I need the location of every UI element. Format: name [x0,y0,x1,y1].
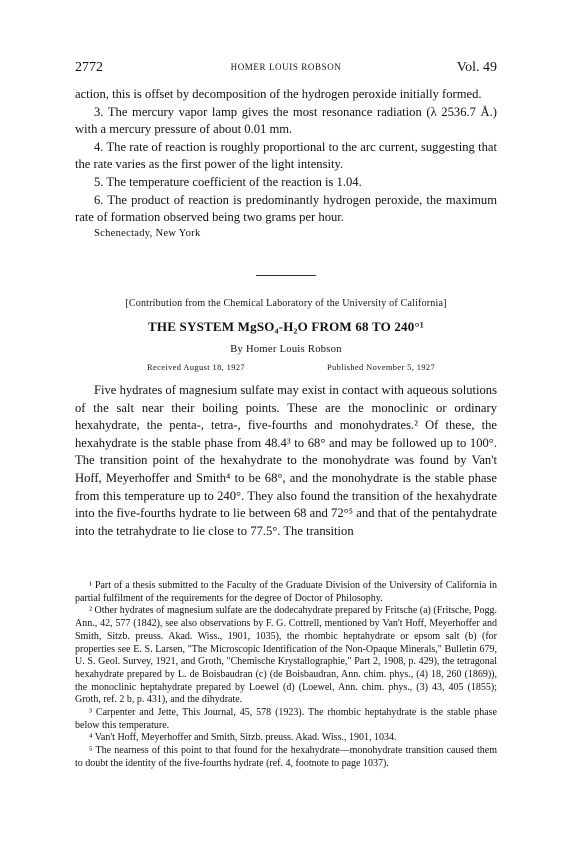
article-byline: By Homer Louis Robson [230,344,342,355]
footnotes [75,580,497,771]
conclusion-item: 4. The rate of reaction is roughly proportional to the arc current, suggesting that the rate varies as the first power of the light intensity. [75,139,497,172]
previous-article-conclusion [75,86,497,241]
footnote: ³ Carpenter and Jette, This Journal, 45, 578 (1923). The rhombic heptahydrate is the stable phase below this temperature. [75,707,497,731]
section-divider [256,275,316,276]
author-location: Schenectady, New York [94,227,201,239]
body-paragraph: Five hydrates of magnesium sulfate may exist in contact with aqueous solutions of the salt near their boiling points. These are the monoclinic or ordinary hexahydrate, the penta-, tetra-, five-fourths and monohydrates.² Of these, the hexahydrate is the stable phase from 48.4³ to 68° and may be followed up to 100°. The transition point of the hexahydrate to the monohydrate was found by Van't Hoff, Meyerhoffer and Smith⁴ to be 68°, and the monohydrate is the stable phase from this temperature up to 240°. They also found the transition of the hexahydrate into the five-fourths hydrate to lie between 68 and 72°⁵ and that of the pentahydrate into the tetrahydrate to lie close to 77.5°. The transition [75,383,497,538]
footnote: ⁴ Van't Hoff, Meyerhoffer and Smith, Sitzb. preuss. Akad. Wiss., 1901, 1034. [89,732,397,744]
footnote: ² Other hydrates of magnesium sulfate are the dodecahydrate prepared by Fritsche (a) (Fritsche, Pogg. Ann., 42, 577 (1842), see also observations by F. G. Cottrell, mentioned by Van't Hoff, Meyerhoffer and Smith, Sitzb. preuss. Akad. Wiss., 1901, 1035), the rhombic heptahydrate or epsom salt (b) (for properties see E. S. Larsen, "The Microscopic Identification of the Non-Opaque Minerals," Bulletin 679, U. S. Geol. Survey, 1921, and Groth, "Chemische Krystallographie," Part 2, 1908, p. 429), the tetragonal hexahydrate prepared by L. de Boisbaudran (c) (de Boisbaudran, Ann. chim. phys., (4) 18, 260 (1869)), the monoclinic heptahydrate prepared by Loewel (d) (Loewel, Ann. chim. phys., (3) 43, 405 (1855); Groth, ref. 2 b, p. 431), and the dihydrate. [75,605,497,706]
running-header [75,60,497,76]
volume-label: Vol. 49 [456,60,497,75]
running-author: HOMER LOUIS ROBSON [230,62,342,72]
conclusion-item: 3. The mercury vapor lamp gives the most resonance radiation (λ 2536.7 Å.) with a mercury pressure of about 0.01 mm. [75,104,497,137]
contribution-line: [Contribution from the Chemical Laboratory of the University of California] [125,298,447,309]
page-number: 2772 [75,60,103,75]
received-date: Received August 18, 1927 [147,363,245,372]
published-date: Published November 5, 1927 [327,363,436,372]
article-title: THE SYSTEM MgSO₄-H₂O FROM 68 TO 240°¹ [148,319,424,334]
conclusion-item: 5. The temperature coefficient of the reaction is 1.04. [94,174,362,189]
article-body [75,382,497,540]
footnote: ⁵ The nearness of this point to that found for the hexahydrate—monohydrate transition caused them to doubt the identity of the five-fourths hydrate (ref. 4, footnote to page 1037). [75,745,497,769]
continuation-paragraph: action, this is offset by decomposition of the hydrogen peroxide initially formed. [75,87,482,101]
footnote: ¹ Part of a thesis submitted to the Faculty of the Graduate Division of the University of California in partial fulfilment of the requirements for the degree of Doctor of Philosophy. [75,580,497,604]
conclusion-item: 6. The product of reaction is predominantly hydrogen peroxide, the maximum rate of formation observed being two grams per hour. [75,192,497,225]
